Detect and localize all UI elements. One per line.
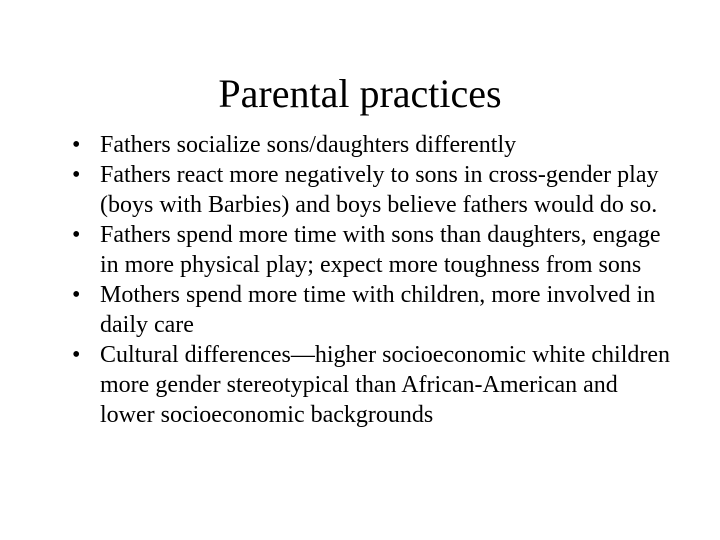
bullet-item xyxy=(72,130,672,160)
bullet-item xyxy=(72,280,672,340)
bullet-icon: • xyxy=(72,132,81,158)
bullet-item xyxy=(72,160,672,220)
bullet-text: Fathers socialize sons/daughters differently xyxy=(100,132,517,158)
bullet-text: Mothers spend more time with children, more involved in daily care xyxy=(100,282,656,338)
bullet-icon: • xyxy=(72,282,81,308)
bullet-list xyxy=(72,130,672,430)
bullet-text: Fathers react more negatively to sons in cross-gender play (boys with Barbies) and boys believe fathers would do so. xyxy=(100,162,659,218)
bullet-icon: • xyxy=(72,162,81,188)
bullet-icon: • xyxy=(72,342,81,368)
bullet-item xyxy=(72,220,672,280)
bullet-text: Cultural differences—higher socioeconomic white children more gender stereotypical than African-American and lower socioeconomic backgrounds xyxy=(100,342,671,428)
slide-title: Parental practices xyxy=(218,71,502,116)
bullet-item xyxy=(72,340,672,430)
bullet-icon: • xyxy=(72,222,81,248)
bullet-text: Fathers spend more time with sons than daughters, engage in more physical play; expect more toughness from sons xyxy=(100,222,661,278)
